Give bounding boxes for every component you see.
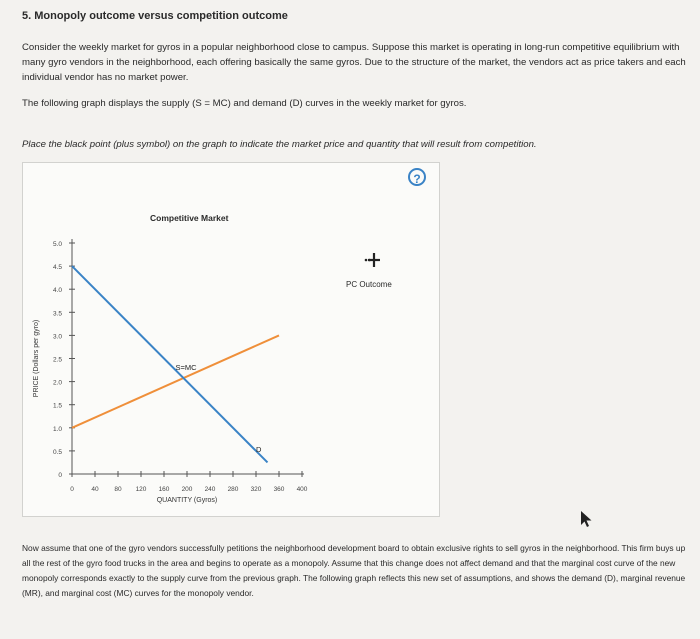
question-paragraph-2: The following graph displays the supply (S = MC) and demand (D) curves in the weekly market for gyros. [22, 98, 467, 109]
y-tick-label: 3.0 [52, 333, 62, 341]
x-tick-label: 360 [273, 486, 285, 493]
y-tick-label: 2.0 [52, 379, 62, 387]
demand-curve[interactable] [72, 266, 268, 462]
y-tick-label: 4.0 [52, 287, 62, 295]
x-tick-label: 280 [227, 486, 239, 493]
question-paragraph-1: Consider the weekly market for gyros in a popular neighborhood close to campus. Suppose this market is operating in long-run competitive equilibrium with many gyro vendors in the neighborhood, each offering basically the same gyros. Due to the structure of the market, the vendors act as price takers and each individual vendor has no market power. [22, 42, 686, 83]
y-tick-label: 3.5 [52, 310, 62, 318]
question-instruction: Place the black point (plus symbol) on the graph to indicate the market price and quantity that will result from competition. [22, 139, 537, 150]
y-tick-label: 2.5 [52, 356, 62, 364]
x-axis-label: QUANTITY (Gyros) [156, 497, 218, 504]
question-title: 5. Monopoly outcome versus competition outcome [22, 10, 288, 22]
supply-curve-label: S=MC [175, 363, 197, 373]
x-tick-label: 240 [204, 486, 216, 493]
chart-title: Competitive Market [150, 213, 229, 223]
y-tick-label: 1.5 [52, 402, 62, 410]
x-tick-label: 80 [114, 486, 122, 493]
plus-point-icon[interactable] [362, 250, 382, 270]
x-tick-label: 320 [250, 486, 262, 493]
x-tick-label: 400 [296, 486, 308, 493]
x-tick-label: 160 [158, 486, 170, 493]
y-tick-label: 5.0 [52, 241, 62, 248]
y-tick-label: 0.5 [52, 448, 62, 456]
y-axis-label: PRICE (Dollars per gyro) [33, 319, 40, 398]
help-button[interactable]: ? [408, 168, 426, 186]
x-tick-label: 120 [135, 486, 147, 493]
x-tick-label: 40 [91, 486, 99, 493]
demand-curve-label: D [256, 444, 262, 454]
y-tick-label: 0 [58, 472, 62, 479]
question-paragraph-3: Now assume that one of the gyro vendors successfully petitions the neighborhood development board to obtain exclusive rights to sell gyros in the neighborhood. This firm buys up all the rest of the gyro food trucks in the area and begins to operate as a monopoly. Assume that this change does not affect demand and that the marginal cost curve of the new monopoly corresponds exactly to the supply curve from the previous graph. The following graph reflects this new set of assumptions, and shows the demand (D), marginal revenue (MR), and marginal cost (MC) curves for the monopoly vendor. [22, 543, 686, 598]
y-tick-label: 4.5 [52, 264, 62, 272]
x-tick-label: 200 [181, 486, 193, 493]
x-tick-label: 0 [70, 486, 74, 493]
y-tick-label: 1.0 [52, 425, 62, 433]
supply-curve[interactable] [72, 335, 279, 427]
mouse-cursor-icon [580, 510, 594, 528]
pc-outcome-label[interactable]: PC Outcome [346, 280, 392, 289]
